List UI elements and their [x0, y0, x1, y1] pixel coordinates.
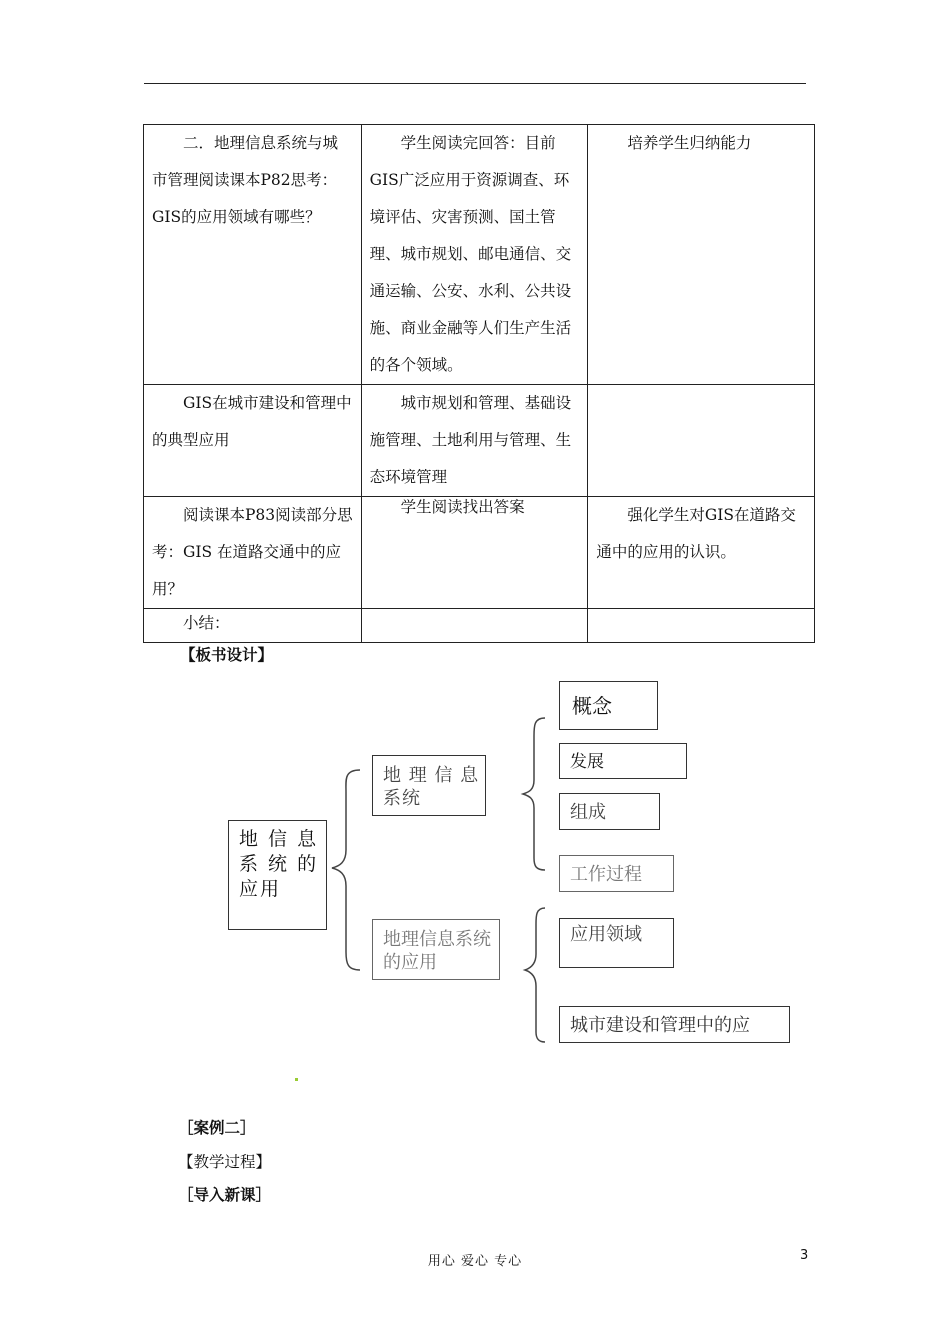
cell-text: 阅读课本P83阅读部分思考：GIS 在道路交通中的应用？ — [152, 506, 353, 598]
lesson-table — [143, 124, 815, 643]
leaf-label: 应用领域 — [570, 924, 642, 945]
teaching-process-heading: 【教学过程】 — [178, 1153, 272, 1171]
table-cell — [144, 125, 362, 385]
table-cell — [361, 385, 588, 497]
table-row — [144, 497, 815, 609]
speck-mark — [295, 1078, 298, 1081]
leaf-box — [559, 1006, 790, 1043]
cell-text: 学生阅读完回答：目前GIS广泛应用于资源调查、环境评估、灾害预测、国土管理、城市规划、邮电通信、交通运输、公安、水利、公共设施、商业金融等人们生产生活的各个领域。 — [369, 134, 572, 374]
root-label: 地 信 息 系 统 的 应用 — [239, 828, 319, 900]
table-cell — [588, 385, 815, 497]
table-cell — [144, 609, 362, 643]
intro-heading: ［导入新课］ — [178, 1185, 272, 1204]
branch-box-applications — [372, 919, 500, 980]
cell-text: 城市规划和管理、基础设施管理、土地利用与管理、生态环境管理 — [369, 394, 572, 486]
branch-label: 地理信息系统的应用 — [383, 929, 491, 973]
table-cell — [588, 609, 815, 643]
branch-label: 地 理 信 息 系统 — [383, 765, 480, 809]
table-row — [144, 385, 815, 497]
cell-text: 小结： — [183, 614, 230, 632]
leaf-box — [559, 918, 674, 968]
case-two-heading: ［案例二］ — [178, 1118, 256, 1137]
cell-text: 培养学生归纳能力 — [627, 134, 752, 152]
header-rule — [144, 83, 806, 84]
table-cell — [361, 497, 588, 609]
table-cell — [588, 497, 815, 609]
leaf-box — [559, 743, 687, 779]
footer-motto: 用心 爱心 专心 — [427, 1254, 523, 1269]
table-cell — [144, 497, 362, 609]
cell-text: 学生阅读找出答案 — [400, 498, 525, 516]
cell-text: 二．地理信息系统与城市管理阅读课本P82思考：GIS的应用领域有哪些？ — [152, 134, 339, 226]
table-row — [144, 125, 815, 385]
table-cell — [361, 609, 588, 643]
leaf-box — [559, 793, 660, 830]
leaf-label: 组成 — [570, 802, 606, 823]
table-cell — [588, 125, 815, 385]
leaf-label: 发展 — [570, 752, 604, 772]
table-cell — [144, 385, 362, 497]
board-diagram — [220, 672, 820, 1092]
table-row — [144, 609, 815, 643]
leaf-label: 概念 — [572, 694, 612, 718]
page-number: 3 — [800, 1248, 809, 1263]
table-cell — [361, 125, 588, 385]
cell-text: 强化学生对GIS在道路交通中的应用的认识。 — [596, 506, 796, 561]
branch-box-gis — [372, 755, 486, 816]
leaf-box — [559, 681, 658, 730]
leaf-box — [559, 855, 674, 892]
leaf-label: 城市建设和管理中的应 — [570, 1015, 750, 1036]
cell-text: GIS在城市建设和管理中的典型应用 — [152, 394, 352, 449]
root-box — [228, 820, 327, 930]
leaf-label: 工作过程 — [570, 864, 642, 885]
board-design-heading: 【板书设计】 — [180, 645, 274, 664]
